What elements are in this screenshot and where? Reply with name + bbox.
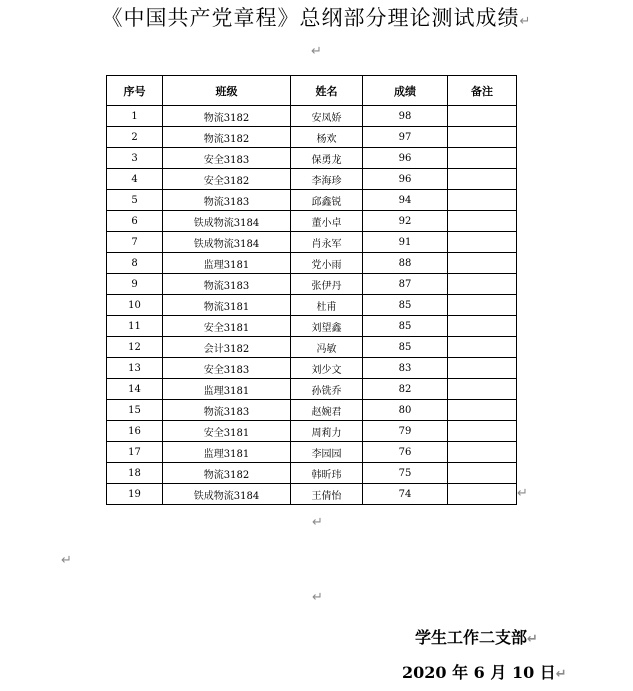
- paragraph-mark-icon: ↵: [519, 14, 532, 29]
- cell-index: 16: [107, 421, 163, 442]
- cell-index: 15: [107, 400, 163, 421]
- score-table: [106, 75, 517, 505]
- cell-score: 85: [363, 316, 448, 337]
- cell-index: 17: [107, 442, 163, 463]
- paragraph-mark-icon: ↵: [311, 44, 322, 59]
- table-row: [107, 295, 517, 316]
- table-row: [107, 127, 517, 148]
- table-row: [107, 463, 517, 484]
- cell-name: 安凤娇: [291, 106, 363, 127]
- table-row: [107, 190, 517, 211]
- cell-class: 物流3182: [163, 463, 291, 484]
- table-row: [107, 379, 517, 400]
- cell-name: 孙铣乔: [291, 379, 363, 400]
- table-row: [107, 358, 517, 379]
- cell-score: 96: [363, 148, 448, 169]
- cell-remark: [448, 421, 517, 442]
- cell-class: 铁成物流3184: [163, 211, 291, 232]
- cell-index: 10: [107, 295, 163, 316]
- signature-date: [402, 660, 567, 683]
- column-header-name: 姓名: [291, 76, 363, 106]
- cell-class: 安全3182: [163, 169, 291, 190]
- cell-name: 杜甫: [291, 295, 363, 316]
- cell-name: 王倩怡: [291, 484, 363, 505]
- cell-remark: [448, 400, 517, 421]
- cell-remark: [448, 127, 517, 148]
- cell-remark: [448, 463, 517, 484]
- paragraph-mark-icon: ↵: [312, 515, 323, 530]
- cell-class: 安全3183: [163, 358, 291, 379]
- cell-name: 刘少文: [291, 358, 363, 379]
- cell-remark: [448, 148, 517, 169]
- cell-remark: [448, 484, 517, 505]
- cell-remark: [448, 106, 517, 127]
- cell-score: 74: [363, 484, 448, 505]
- cell-index: 3: [107, 148, 163, 169]
- cell-index: 12: [107, 337, 163, 358]
- cell-name: 周莉力: [291, 421, 363, 442]
- cell-name: 张伊丹: [291, 274, 363, 295]
- cell-index: 9: [107, 274, 163, 295]
- table-row: [107, 337, 517, 358]
- column-header-score: 成绩: [363, 76, 448, 106]
- column-header-class: 班级: [163, 76, 291, 106]
- cell-score: 92: [363, 211, 448, 232]
- cell-class: 铁成物流3184: [163, 484, 291, 505]
- cell-remark: [448, 169, 517, 190]
- cell-score: 88: [363, 253, 448, 274]
- paragraph-mark-icon: ↵: [527, 632, 538, 647]
- table-row: [107, 316, 517, 337]
- cell-score: 97: [363, 127, 448, 148]
- cell-index: 18: [107, 463, 163, 484]
- cell-class: 物流3182: [163, 127, 291, 148]
- cell-score: 85: [363, 337, 448, 358]
- cell-score: 94: [363, 190, 448, 211]
- table-row: [107, 211, 517, 232]
- cell-score: 82: [363, 379, 448, 400]
- cell-remark: [448, 442, 517, 463]
- cell-name: 邱鑫锐: [291, 190, 363, 211]
- cell-remark: [448, 358, 517, 379]
- cell-remark: [448, 211, 517, 232]
- cell-name: 党小雨: [291, 253, 363, 274]
- column-header-index: 序号: [107, 76, 163, 106]
- department-text: 学生工作二支部: [415, 628, 528, 647]
- cell-class: 物流3183: [163, 400, 291, 421]
- cell-name: 刘望鑫: [291, 316, 363, 337]
- paragraph-mark-icon: ↵: [61, 553, 72, 568]
- cell-class: 监理3181: [163, 442, 291, 463]
- table-row: [107, 421, 517, 442]
- table-row: [107, 148, 517, 169]
- table-row: [107, 442, 517, 463]
- cell-index: 14: [107, 379, 163, 400]
- cell-remark: [448, 253, 517, 274]
- cell-index: 6: [107, 211, 163, 232]
- cell-index: 2: [107, 127, 163, 148]
- cell-class: 监理3181: [163, 253, 291, 274]
- cell-remark: [448, 232, 517, 253]
- table-row: [107, 274, 517, 295]
- cell-remark: [448, 316, 517, 337]
- cell-remark: [448, 337, 517, 358]
- cell-score: 91: [363, 232, 448, 253]
- cell-class: 监理3181: [163, 379, 291, 400]
- table-row: [107, 484, 517, 505]
- cell-score: 75: [363, 463, 448, 484]
- cell-class: 物流3182: [163, 106, 291, 127]
- table-header-row: [107, 76, 517, 106]
- cell-remark: [448, 295, 517, 316]
- cell-score: 76: [363, 442, 448, 463]
- cell-class: 安全3181: [163, 421, 291, 442]
- cell-score: 83: [363, 358, 448, 379]
- cell-name: 李园园: [291, 442, 363, 463]
- cell-index: 19: [107, 484, 163, 505]
- cell-class: 安全3181: [163, 316, 291, 337]
- table-row: [107, 169, 517, 190]
- cell-name: 杨欢: [291, 127, 363, 148]
- cell-name: 保勇龙: [291, 148, 363, 169]
- cell-index: 1: [107, 106, 163, 127]
- table-row: [107, 106, 517, 127]
- table-row: [107, 400, 517, 421]
- table-row: [107, 253, 517, 274]
- cell-score: 85: [363, 295, 448, 316]
- cell-name: 冯敏: [291, 337, 363, 358]
- title-text: 《中国共产党章程》总纲部分理论测试成绩: [101, 6, 520, 30]
- cell-index: 11: [107, 316, 163, 337]
- cell-name: 李海珍: [291, 169, 363, 190]
- cell-class: 铁成物流3184: [163, 232, 291, 253]
- document-title: [0, 2, 633, 32]
- cell-remark: [448, 274, 517, 295]
- cell-index: 4: [107, 169, 163, 190]
- cell-class: 物流3181: [163, 295, 291, 316]
- date-text: 2020 年 6 月 10 日: [402, 663, 556, 682]
- cell-remark: [448, 379, 517, 400]
- column-header-remark: 备注: [448, 76, 517, 106]
- cell-score: 87: [363, 274, 448, 295]
- cell-remark: [448, 190, 517, 211]
- cell-class: 物流3183: [163, 274, 291, 295]
- cell-index: 8: [107, 253, 163, 274]
- cell-name: 韩昕玮: [291, 463, 363, 484]
- cell-class: 物流3183: [163, 190, 291, 211]
- cell-class: 安全3183: [163, 148, 291, 169]
- cell-name: 董小卓: [291, 211, 363, 232]
- cell-score: 98: [363, 106, 448, 127]
- paragraph-mark-icon: ↵: [517, 486, 528, 501]
- cell-index: 13: [107, 358, 163, 379]
- cell-score: 96: [363, 169, 448, 190]
- cell-index: 5: [107, 190, 163, 211]
- table-row: [107, 232, 517, 253]
- cell-index: 7: [107, 232, 163, 253]
- cell-score: 79: [363, 421, 448, 442]
- cell-score: 80: [363, 400, 448, 421]
- cell-name: 肖永军: [291, 232, 363, 253]
- cell-name: 赵婉君: [291, 400, 363, 421]
- signature-department: [415, 625, 538, 648]
- cell-class: 会计3182: [163, 337, 291, 358]
- paragraph-mark-icon: ↵: [555, 667, 567, 682]
- paragraph-mark-icon: ↵: [312, 590, 323, 605]
